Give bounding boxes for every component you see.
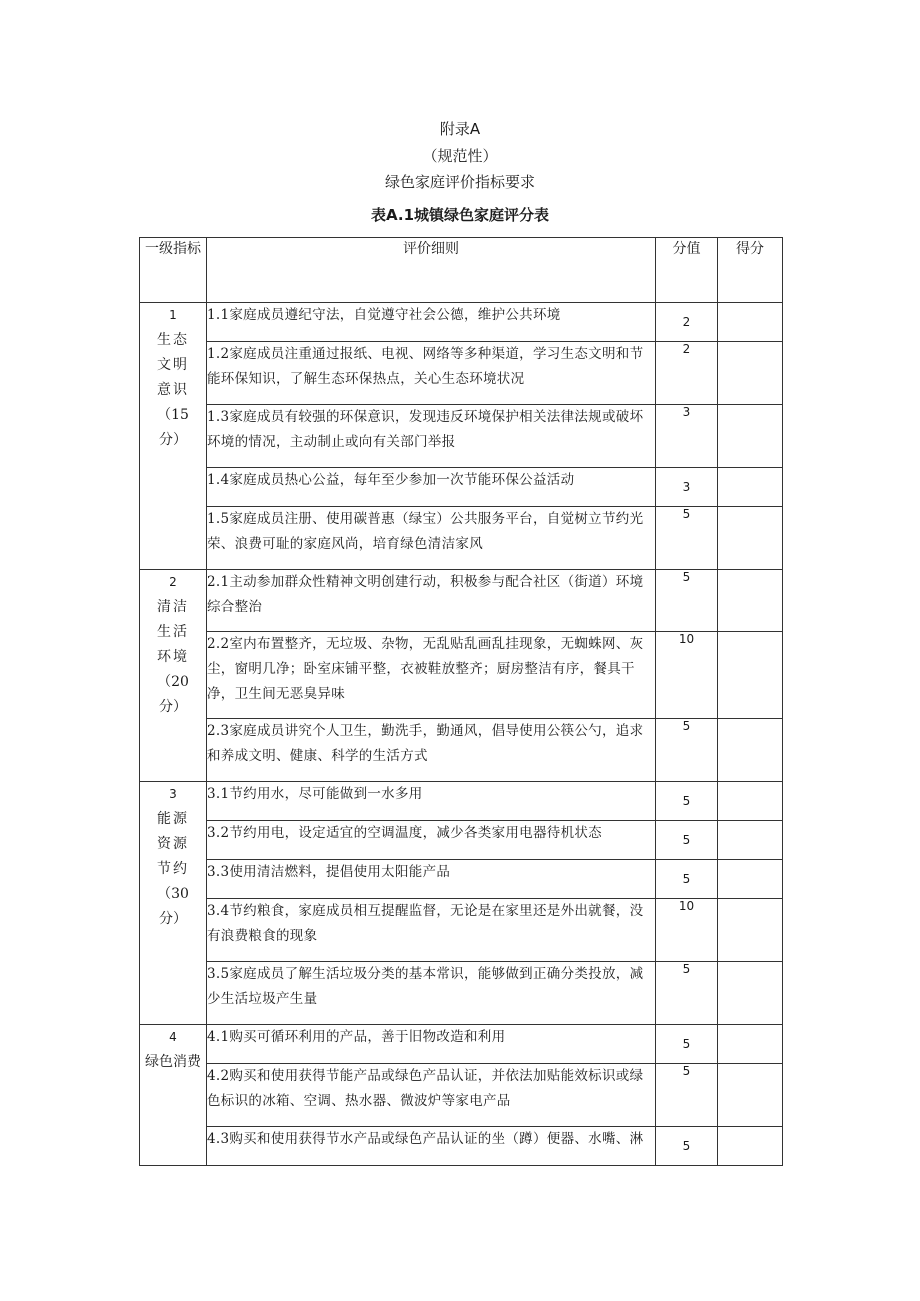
- obtained-score-cell[interactable]: [718, 782, 783, 821]
- document-title: 绿色家庭评价指标要求: [384, 173, 535, 191]
- criterion-text: 3.1节约用水，尽可能做到一水多用: [207, 782, 656, 821]
- criterion-text: 3.4节约粮食，家庭成员相互提醒监督，无论是在家里还是外出就餐，没有浪费粮食的现象: [207, 899, 656, 962]
- level-name: 能源资源节约: [157, 811, 189, 877]
- criterion-score: 5: [656, 1025, 718, 1064]
- criterion-score: 5: [656, 507, 718, 570]
- header-level: 一级指标: [140, 238, 207, 303]
- level-name: 绿色消费: [145, 1054, 201, 1070]
- criterion-score: 5: [656, 1127, 718, 1166]
- obtained-score-cell[interactable]: [718, 1127, 783, 1166]
- criterion-text: 4.2购买和使用获得节能产品或绿色产品认证，并依法加贴能效标识或绿色标识的冰箱、空调、热水器、微波炉等家电产品: [207, 1064, 656, 1127]
- criterion-score: 5: [656, 962, 718, 1025]
- header-score: 分值: [656, 238, 718, 303]
- criterion-text: 3.5家庭成员了解生活垃圾分类的基本常识，能够做到正确分类投放，减少生活垃圾产生量: [207, 962, 656, 1025]
- criterion-text: 3.2节约用电，设定适宜的空调温度，减少各类家用电器待机状态: [207, 821, 656, 860]
- criterion-score: 3: [656, 405, 718, 468]
- obtained-score-cell[interactable]: [718, 1064, 783, 1127]
- criterion-score: 2: [656, 303, 718, 342]
- criterion-text: 1.2家庭成员注重通过报纸、电视、网络等多种渠道，学习生态文明和节能环保知识，了解生态环保热点，关心生态环境状况: [207, 342, 656, 405]
- obtained-score-cell[interactable]: [718, 303, 783, 342]
- obtained-score-cell[interactable]: [718, 632, 783, 719]
- level-number: 3: [169, 787, 177, 801]
- obtained-score-cell[interactable]: [718, 570, 783, 632]
- criterion-text: 2.2室内布置整齐，无垃圾、杂物，无乱贴乱画乱挂现象，无蜘蛛网、灰尘，窗明几净；卧室床铺平整，衣被鞋放整齐；厨房整洁有序，餐具干净，卫生间无恶臭异味: [207, 632, 656, 719]
- level-number: 4: [169, 1030, 177, 1044]
- obtained-score-cell[interactable]: [718, 899, 783, 962]
- level-2-cell: [140, 570, 207, 782]
- scoring-table: [139, 237, 783, 1166]
- criterion-score: 10: [656, 899, 718, 962]
- criterion-score: 5: [656, 570, 718, 632]
- criterion-score: 5: [656, 782, 718, 821]
- header-obtained: 得分: [718, 238, 783, 303]
- criterion-text: 1.5家庭成员注册、使用碳普惠（绿宝）公共服务平台，自觉树立节约光荣、浪费可耻的家庭风尚，培育绿色清洁家风: [207, 507, 656, 570]
- criterion-text: 4.3购买和使用获得节水产品或绿色产品认证的坐（蹲）便器、水嘴、淋: [207, 1127, 656, 1166]
- criterion-text: 2.1主动参加群众性精神文明创建行动，积极参与配合社区（街道）环境综合整治: [207, 570, 656, 632]
- criterion-text: 1.1家庭成员遵纪守法，自觉遵守社会公德，维护公共环境: [207, 303, 656, 342]
- level-points: （20分）: [157, 674, 189, 715]
- criterion-score: 5: [656, 1064, 718, 1127]
- level-number: 1: [169, 308, 177, 322]
- obtained-score-cell[interactable]: [718, 719, 783, 782]
- criterion-text: 2.3家庭成员讲究个人卫生，勤洗手，勤通风，倡导使用公筷公勺，追求和养成文明、健康、科学的生活方式: [207, 719, 656, 782]
- level-name: 生态文明意识: [157, 332, 189, 398]
- level-1-cell: [140, 303, 207, 570]
- obtained-score-cell[interactable]: [718, 342, 783, 405]
- criterion-score: 10: [656, 632, 718, 719]
- criterion-text: 3.3使用清洁燃料，提倡使用太阳能产品: [207, 860, 656, 899]
- table-title: 表A.1城镇绿色家庭评分表: [370, 206, 550, 224]
- criterion-text: 4.1购买可循环利用的产品，善于旧物改造和利用: [207, 1025, 656, 1064]
- normative-label: （规范性）: [422, 147, 498, 165]
- level-name: 清洁生活环境: [157, 599, 189, 665]
- criterion-text: 1.4家庭成员热心公益，每年至少参加一次节能环保公益活动: [207, 468, 656, 507]
- obtained-score-cell[interactable]: [718, 962, 783, 1025]
- level-points: （30分）: [157, 886, 189, 927]
- level-4-cell: [140, 1025, 207, 1166]
- header-detail: 评价细则: [207, 238, 656, 303]
- obtained-score-cell[interactable]: [718, 468, 783, 507]
- obtained-score-cell[interactable]: [718, 860, 783, 899]
- criterion-score: 2: [656, 342, 718, 405]
- appendix-label: 附录A: [439, 120, 481, 138]
- criterion-score: 5: [656, 821, 718, 860]
- obtained-score-cell[interactable]: [718, 821, 783, 860]
- level-points: （15分）: [157, 407, 189, 448]
- criterion-score: 3: [656, 468, 718, 507]
- level-3-cell: [140, 782, 207, 1025]
- criterion-score: 5: [656, 860, 718, 899]
- criterion-score: 5: [656, 719, 718, 782]
- obtained-score-cell[interactable]: [718, 1025, 783, 1064]
- level-number: 2: [169, 575, 177, 589]
- criterion-text: 1.3家庭成员有较强的环保意识，发现违反环境保护相关法律法规或破坏环境的情况，主动制止或向有关部门举报: [207, 405, 656, 468]
- obtained-score-cell[interactable]: [718, 405, 783, 468]
- obtained-score-cell[interactable]: [718, 507, 783, 570]
